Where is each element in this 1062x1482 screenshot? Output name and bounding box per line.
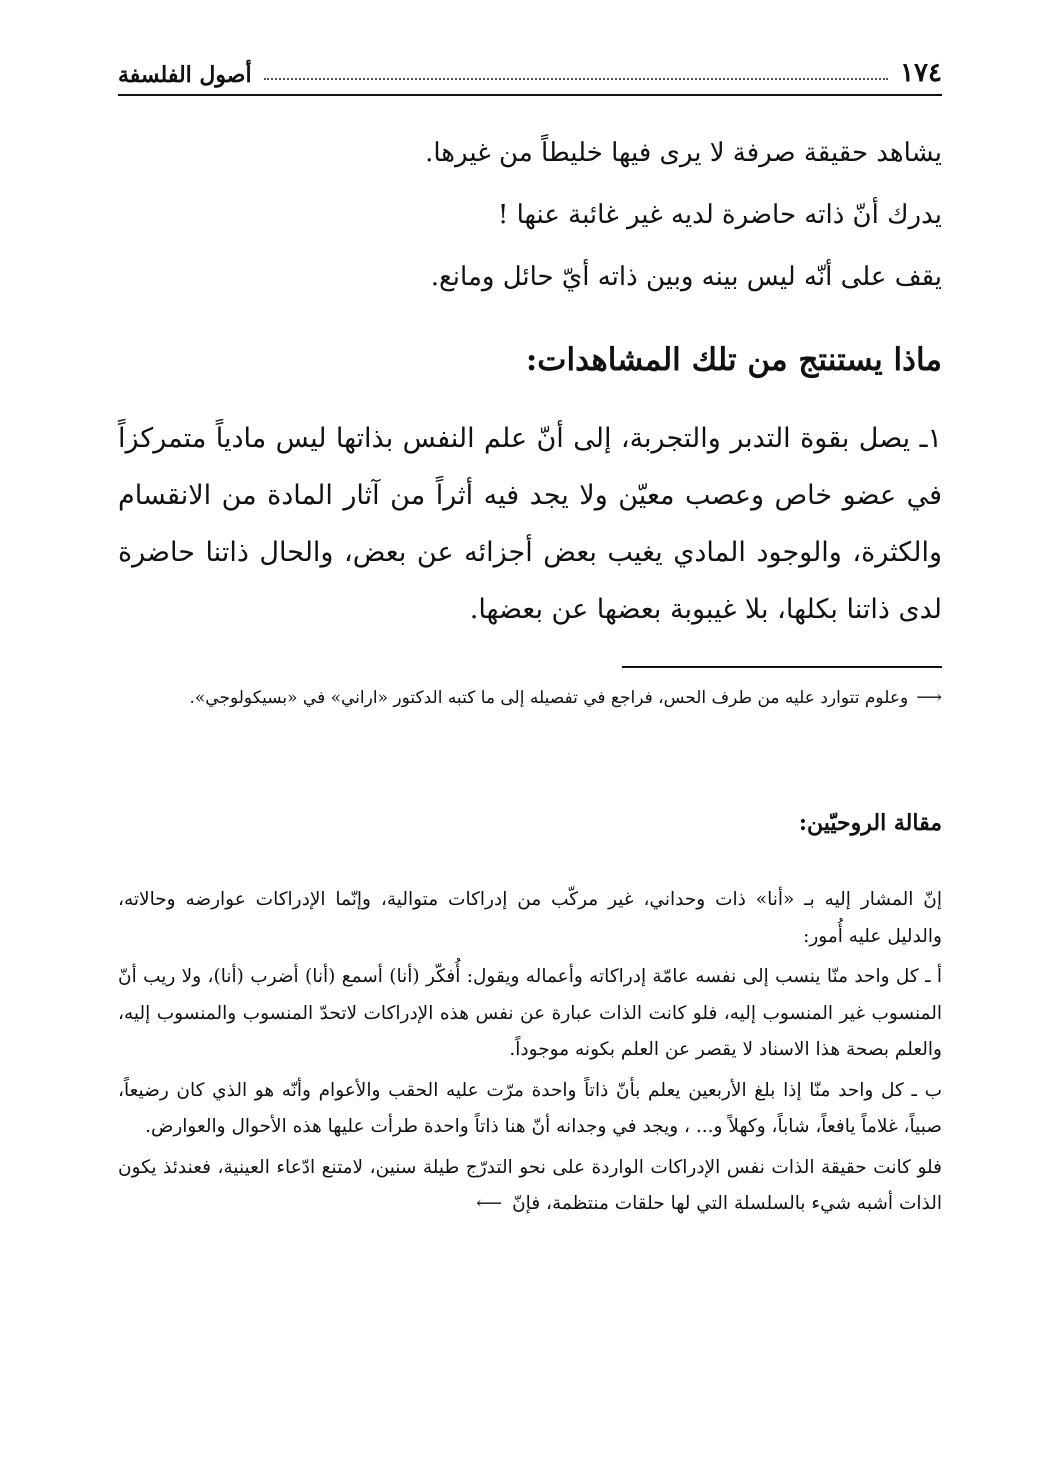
page-number: ١٧٤ [900, 58, 942, 88]
footnote-separator [622, 666, 942, 668]
section-paragraph-1: إنّ المشار إليه بـ «أنا» ذات وحداني، غير مركّب من إدراكات متوالية، وإنّما الإدراكات عوارضه وحالاته، والدليل عليه أُمور: [118, 889, 942, 947]
section-paragraph-4 [118, 1150, 942, 1223]
page-header [118, 50, 942, 96]
text-line-1: يشاهد حقيقة صرفة لا يرى فيها خليطاً من غيرها. [425, 138, 942, 168]
main-text [118, 122, 942, 638]
footnote-text: وعلوم تتوارد عليه من طرف الحس، فراجع في تفصيله إلى ما كتبه الدكتور «اراني» في «بسيكولوجي». [189, 688, 909, 708]
arrow-icon: ⟶ [916, 687, 942, 708]
section-paragraph-4-text: فلو كانت حقيقة الذات نفس الإدراكات الواردة على نحو التدرّج طيلة سنين، لامتنع ادّعاء العينية، فعندئذ يكون الذات أشبه شيء بالسلسلة التي لها حلقات منتظمة، فإنّ [118, 1156, 942, 1214]
footnote [118, 680, 942, 716]
text-line-3: يقف على أنّه ليس بينه وبين ذاته أيّ حائل ومانع. [430, 262, 942, 292]
subsection-heading: مقالة الروحيّين: [798, 810, 942, 836]
text-line-2: يدرك أنّ ذاته حاضرة لديه غير غائبة عنها ! [497, 200, 942, 230]
continue-arrow-icon: ⟵ [476, 1193, 503, 1214]
section-roohiyin [118, 798, 942, 1223]
book-title: أصول الفلسفة [118, 62, 252, 88]
section-heading: ماذا يستنتج من تلك المشاهدات: [525, 342, 942, 378]
section-paragraph-2: أ ـ كل واحد منّا ينسب إلى نفسه عامّة إدراكاته وأعماله ويقول: أُفكّر (أنا) أسمع (أنا) أضرب (أنا)، ولا ريب أنّ المنسوب غير المنسوب إليه، فلو كانت الذات عبارة عن نفس هذه الإدراكات لاتحدّ المنسوب والمنسوب إليه، والعلم بصحة هذا الاسناد لا يقصر عن العلم بكونه موجوداً. [118, 966, 942, 1060]
header-dotted-leader [264, 78, 889, 80]
main-paragraph: ١ـ يصل بقوة التدبر والتجربة، إلى أنّ علم النفس بذاتها ليس مادياً متمركزاً في عضو خاص وعصب معيّن ولا يجد فيه أثراً من آثار المادة من الانقسام والكثرة، والوجود المادي يغيب بعض أجزائه عن بعض، والحال ذاتنا حاضرة لدى ذاتنا بكلها، بلا غيبوبة بعضها عن بعضها. [118, 423, 942, 625]
section-paragraph-3: ب ـ كل واحد منّا إذا بلغ الأربعين يعلم بأنّ ذاتاً واحدة مرّت عليه الحقب والأعوام وأنّه هو الذي كان رضيعاً، صبياً، غلاماً يافعاً، شاباً، وكهلاً و... ، ويجد في وجدانه أنّ هنا ذاتاً واحدة طرأت عليها هذه الأحوال والعوارض. [118, 1079, 942, 1137]
